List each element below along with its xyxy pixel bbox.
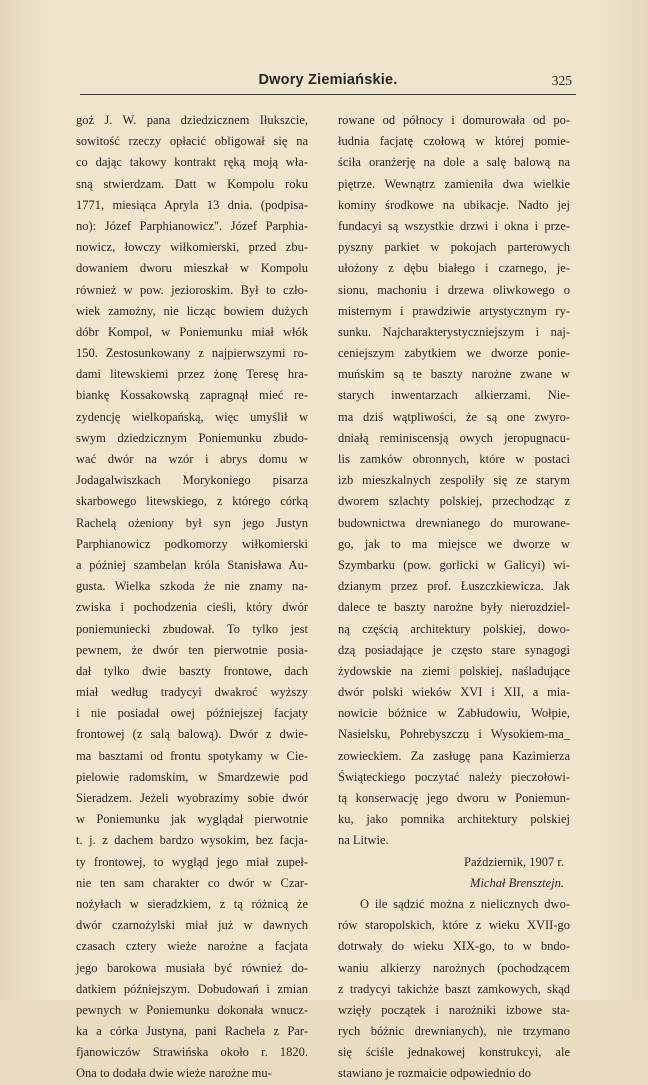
- text-line: izb mieszkalnych zespoliły się ze starym: [338, 473, 570, 488]
- text-line: czasach cztery wieże narożne a facjata: [76, 939, 308, 954]
- text-line: dami litewskiemi przez żonę Teresę hra-: [76, 367, 308, 382]
- text-line: skarbowego litewskiego, z którego córką: [76, 494, 308, 509]
- text-line: datkiem późniejszym. Dobudowań i zmian: [76, 981, 308, 996]
- text-line: a później szambelan króla Stanisława Au-: [76, 557, 308, 572]
- text-line: stawiano je rozmaicie odpowiednio do: [338, 1066, 531, 1081]
- text-line: zwiska i pochodzenia cieśli, który dwór: [76, 600, 308, 615]
- left-text-column: [76, 110, 308, 1085]
- text-line: ną częścią architektury polskiej, dowo-: [338, 621, 570, 636]
- text-line: na Litwie.: [338, 833, 389, 848]
- text-line: dwór czarnożylski miał już w dawnych: [76, 918, 308, 933]
- text-line: kominy środkowe na ubikacje. Nadto jej: [338, 197, 570, 212]
- text-line: z tradycyi takichże baszt zamkowych, skąd: [338, 981, 570, 996]
- text-line: pielowie radomskim, w Smardzewie pod: [76, 769, 308, 784]
- author-signature: Michał Brensztejn.: [470, 875, 564, 890]
- page-number: 325: [551, 73, 572, 88]
- text-line: starych inwentarzach alkierzami. Nie-: [338, 388, 570, 403]
- text-line: Ona to dodała dwie wieże narożne mu-: [76, 1066, 272, 1081]
- text-line: lis zamków obronnych, które w postaci: [338, 452, 570, 466]
- text-line: frontowej (z salą balową). Dwór z dwie-: [76, 727, 308, 742]
- text-line: pewnem, że dwór ten pierwotnie posia-: [76, 642, 308, 657]
- text-line: ku, jako pomnika architektury polskiej: [338, 812, 570, 827]
- text-line: jego barokowa musiała być również do-: [76, 960, 308, 975]
- right-column-body: [338, 110, 570, 852]
- text-line: również w pow. jezioroskim. Był to czło-: [76, 282, 308, 297]
- running-title: Dwory Ziemiańskie.: [258, 72, 398, 88]
- text-line: co dając takowy kontrakt ręką moją wła-: [76, 155, 308, 170]
- text-line: zowieckiem. Za zasługę pana Kazimierza: [338, 748, 570, 763]
- text-line: sunku. Najcharakterystyczniejszym i naj-: [338, 324, 570, 339]
- text-line: Nasielsku, Pohrebyszczu i Wysokiem-ma_: [338, 727, 570, 742]
- text-line: dotrwały do wieku XIX-go, to w bndo-: [338, 939, 570, 954]
- text-line: wiek zamożny, nie licząc bowiem dużych: [76, 303, 308, 318]
- text-line: swym dziedzicznym Poniemunku zbudo-: [76, 430, 308, 445]
- text-line: pewnych w Poniemunku dokonała wnucz-: [76, 1002, 308, 1017]
- text-line: ściła oranżerję na dole a salę balową na: [338, 155, 570, 170]
- text-line: nie ten sam charakter co dwór w Czar-: [76, 875, 308, 890]
- text-line: ma basztami od frontu spotykamy w Cie-: [76, 748, 308, 763]
- text-line: dzianym przez prof. Łuszczkiewicza. Jak: [338, 579, 570, 594]
- date-line: Październik, 1907 r.: [464, 854, 564, 869]
- text-line: Świąteckiego poczytać należy pieczołowi-: [338, 769, 570, 784]
- text-line: Sieradzem. Jeżeli wyobrazimy sobie dwór: [76, 791, 308, 805]
- text-line: ułożony z dębu białego i czarnego, je-: [338, 261, 570, 276]
- text-line: dwór polski wieków XVI i XII, a mia-: [338, 685, 570, 700]
- text-line: zydencję wielkopańską, więc umyślił w: [76, 409, 308, 424]
- text-line: O ile sądzić można z nielicznych dwo-: [360, 896, 570, 911]
- text-line: dóbr Kompol, w Poniemunku miał włók: [76, 324, 308, 339]
- text-line: Jodagalwiszkach Morykoniego pisarza: [76, 473, 308, 488]
- text-line: sionu, machoniu i drzewa oliwkowego o: [338, 282, 570, 297]
- text-line: rych bóżnic drewnianych), nie trzymano: [338, 1024, 570, 1039]
- text-line: fundacyi są wszystkie drzwi i okna i prze-: [338, 218, 570, 233]
- text-line: dworem szlachty polskiej, przechodząc z: [338, 494, 570, 509]
- text-line: goż J. W. pana dziedzicznem Iłukszcie,: [76, 113, 308, 127]
- text-line: nowicz, łowczy wiłkomierski, przed zbu-: [76, 240, 308, 255]
- text-line: Parphianowicz podkomorzy wiłkomierski: [76, 536, 308, 551]
- text-line: budownictwa drewnianego do murowane-: [338, 515, 570, 530]
- text-line: dniałą reminiscensją owych jeropugnacu-: [338, 430, 570, 445]
- text-line: biankę Kossakowską zapragnął mieć re-: [76, 388, 308, 403]
- text-line: muńskim są te baszty narożne zwane w: [338, 367, 570, 382]
- text-line: poniemuniecki zbudował. To tylko jest: [76, 621, 308, 636]
- text-line: rowane od północy i domurowała od po-: [338, 113, 570, 127]
- text-line: misternym i prawdziwie artystycznym ry-: [338, 303, 570, 318]
- text-line: fjanowiczów Strawińska około r. 1820.: [76, 1045, 308, 1060]
- text-line: ceniejszym zabytkiem we dworze ponie-: [338, 346, 570, 361]
- text-line: sowitość rzeczy opłacić obligował się na: [76, 134, 308, 149]
- text-line: dał tylko dwie baszty frontowe, dach: [76, 663, 308, 678]
- text-line: wać dwór na wzór i abrys domu w: [76, 452, 308, 466]
- text-line: Szymbarku (pow. gorlicki w Galicyi) wi-: [338, 557, 570, 572]
- text-line: waniu alkierzy narożnych (pochodzącem: [338, 960, 570, 975]
- text-line: dzą posiadające je często stare synagogi: [338, 642, 570, 657]
- text-line: się ściśle jednakowej konstrukcyi, ale: [338, 1045, 570, 1060]
- text-line: piętrze. Wewnątrz zamieniła dwa wielkie: [338, 176, 570, 191]
- text-line: dalece te baszty narożne były nierozdziel-: [338, 600, 570, 615]
- text-line: dowaniem dworu mieszkał w Kompolu: [76, 261, 308, 276]
- right-column-new-paragraph: [338, 894, 570, 1085]
- header-rule: [80, 94, 576, 95]
- text-line: żydowskie na ziemi polskiej, naśladujące: [338, 663, 570, 678]
- text-line: łudnia facjatę czołową w której pomie-: [338, 134, 570, 149]
- text-line: miał według tradycyi dwakroć wyższy: [76, 685, 308, 700]
- text-line: 150. Zestosunkowany z najpierwszymi ro-: [76, 346, 308, 361]
- text-line: Rachelą ożeniony był syn jego Justyn: [76, 515, 308, 530]
- text-line: ma dziś wątpliwości, że są one zwyro-: [338, 409, 570, 424]
- text-line: gusta. Wielka szkoda że nie znamy na-: [76, 579, 308, 594]
- text-line: nowicie bóżnice w Zabłudowiu, Wołpie,: [338, 706, 570, 721]
- text-line: no): Józef Parphianowicz". Józef Parphia-: [76, 218, 308, 233]
- running-header: [80, 72, 576, 92]
- text-line: go, jak to ma miejsce we dworze w: [338, 536, 570, 551]
- text-line: ka a córka Justyna, pani Rachela z Par-: [76, 1024, 308, 1039]
- text-line: rów staropolskich, które z wieku XVII-go: [338, 918, 570, 933]
- right-text-column: [338, 110, 570, 1085]
- text-line: wzięły początek i narożniki izbowe sta-: [338, 1002, 570, 1017]
- text-line: i nie posiadał owej późniejszej facjaty: [76, 706, 308, 721]
- text-line: pyszny parkiet w pokojach parterowych: [338, 240, 570, 255]
- text-line: 1771, miesiąca Apryla 13 dnia. (podpisa-: [76, 197, 308, 212]
- text-line: tą konserwację jego dworu w Poniemun-: [338, 791, 570, 805]
- text-line: sną stwierdzam. Datt w Kompolu roku: [76, 176, 308, 191]
- text-line: ty frontowej, to wygląd jego miał zupeł-: [76, 854, 308, 869]
- text-line: t. j. z dachem bardzo wysokim, bez facja-: [76, 833, 308, 848]
- text-line: nożyłach w sieradzkiem, z tą różnicą że: [76, 896, 308, 911]
- text-line: w Poniemunku jak wyglądał pierwotnie: [76, 812, 308, 827]
